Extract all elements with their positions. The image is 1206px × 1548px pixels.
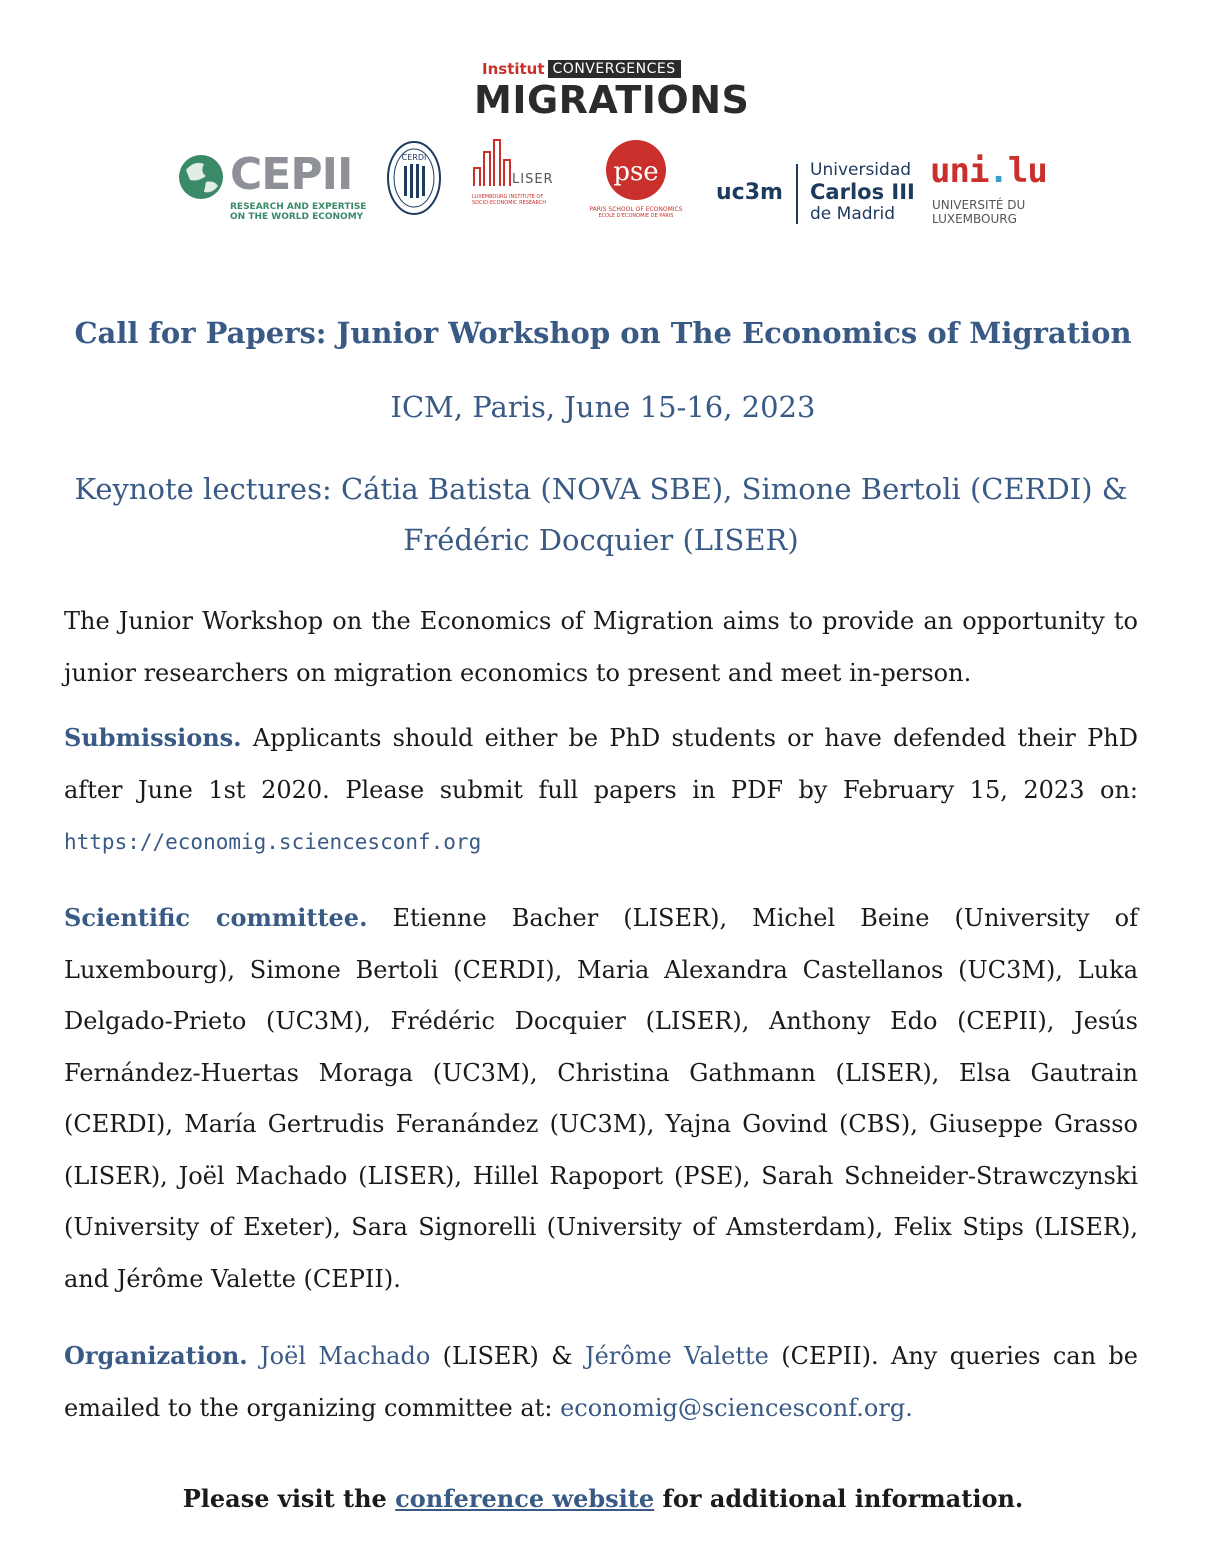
cerdi-name: CERDI [401,153,427,162]
contact-email-link[interactable]: economig@sciencesconf.org. [560,1393,913,1422]
partner-logos [0,138,1206,238]
pse-line-1: PARIS SCHOOL OF ECONOMICS [589,206,683,213]
uc3m-line-2: Carlos III [810,180,915,204]
uc3m-abbr: uc3m [716,180,783,205]
submissions-text: Applicants should either be PhD students or have defended their PhD after June 1st 2020. Please submit full papers in PDF by February 15, 2023 on: [64,724,1138,804]
unilu-line-1: UNIVERSITÉ DU [932,198,1026,212]
unilu-line-2: LUXEMBOURG [932,212,1017,226]
keynote-lectures: Keynote lectures: Cátia Batista (NOVA SBE), Simone Bertoli (CERDI) & Frédéric Docquier (LISER) [74,472,1128,557]
unilu-logo [930,151,1047,232]
cerdi-seal-icon [386,140,442,216]
cepii-logo [176,150,376,230]
cepii-tagline-2: ON THE WORLD ECONOMY [230,212,364,222]
liser-subtitle: LUXEMBOURG INSTITUTE OF SOCIO-ECONOMIC RESEARCH [472,194,546,206]
liser-name: LISER [512,172,554,187]
unilu-mark-a: uni [930,151,989,191]
logo-institut-text: Institut [482,60,545,78]
uc3m-line-1: Universidad [810,160,912,180]
unilu-mark-b: lu [1007,151,1047,191]
submission-url-link[interactable]: https://economig.sciencesconf.org [64,830,482,854]
submissions-label: Submissions. [64,723,242,752]
liser-logo [470,138,560,218]
organization-label: Organization. [64,1341,248,1370]
footer-note [0,1484,1206,1513]
logo-migrations-text: MIGRATIONS [474,78,750,122]
organizer-1-link[interactable]: Joël Machado [260,1342,431,1370]
globe-icon [176,152,226,202]
uc3m-divider [796,164,798,224]
conference-website-link[interactable]: conference website [395,1484,655,1513]
committee-label: Scientific committee. [64,903,368,932]
committee-paragraph [64,892,1138,1305]
committee-text: Etienne Bacher (LISER), Michel Beine (University of Luxembourg), Simone Bertoli (CERDI), Maria Alexandra Castellanos (UC3M), Luka Delgado-Prieto (UC3M), Frédéric Docquier (LISER), Anthony Edo (CEPII), Jesús Fernández-Huertas Moraga (UC3M), Christina Gathmann (LISER), Elsa Gautrain (CERDI), María Gertrudis Feranández (UC3M), Yajna Govind (CBS), Giuseppe Grasso (LISER), Joël Machado (LISER), Hillel Rapoport (PSE), Sarah Schneider-Strawczynski (University of Exeter), Sara Signorelli (University of Amsterdam), Felix Stips (LISER), and Jérôme Valette (CEPII). [64,904,1138,1293]
cepii-tagline-1: RESEARCH AND EXPERTISE [230,202,367,212]
organizer-2-link[interactable]: Jérôme Valette [584,1342,769,1370]
institut-convergences-migrations-logo [474,56,750,126]
event-dateline: ICM, Paris, June 15-16, 2023 [390,390,816,424]
intro-paragraph: The Junior Workshop on the Economics of Migration aims to provide an opportunity to junior researchers on migration economics to present and meet in-person. [64,607,1138,687]
uc3m-line-3: de Madrid [810,204,896,224]
logo-convergences-text: CONVERGENCES [548,60,681,78]
organizer-1-affiliation: (LISER) & [442,1342,573,1370]
pse-line-2: ECOLE D'ECONOMIE DE PARIS [598,213,674,219]
submissions-paragraph [64,712,1138,869]
pse-logo [580,138,692,220]
footer-after: for additional information. [662,1484,1024,1513]
footer-before: Please visit the [182,1484,387,1513]
page-title: Call for Papers: Junior Workshop on The Economics of Migration [74,316,1132,350]
uc3m-logo [716,156,916,226]
pse-circle-icon [580,138,692,204]
liser-bars-icon [472,138,512,188]
unilu-mark-dot: . [988,151,1008,191]
pse-mark: pse [613,157,659,187]
organization-paragraph [64,1330,1138,1434]
cepii-wordmark: CEPII [230,149,353,200]
organizer-2-affiliation: (CEPII). Any queries can be emailed to the organizing committee at: [64,1342,1138,1422]
cerdi-logo [386,140,442,216]
